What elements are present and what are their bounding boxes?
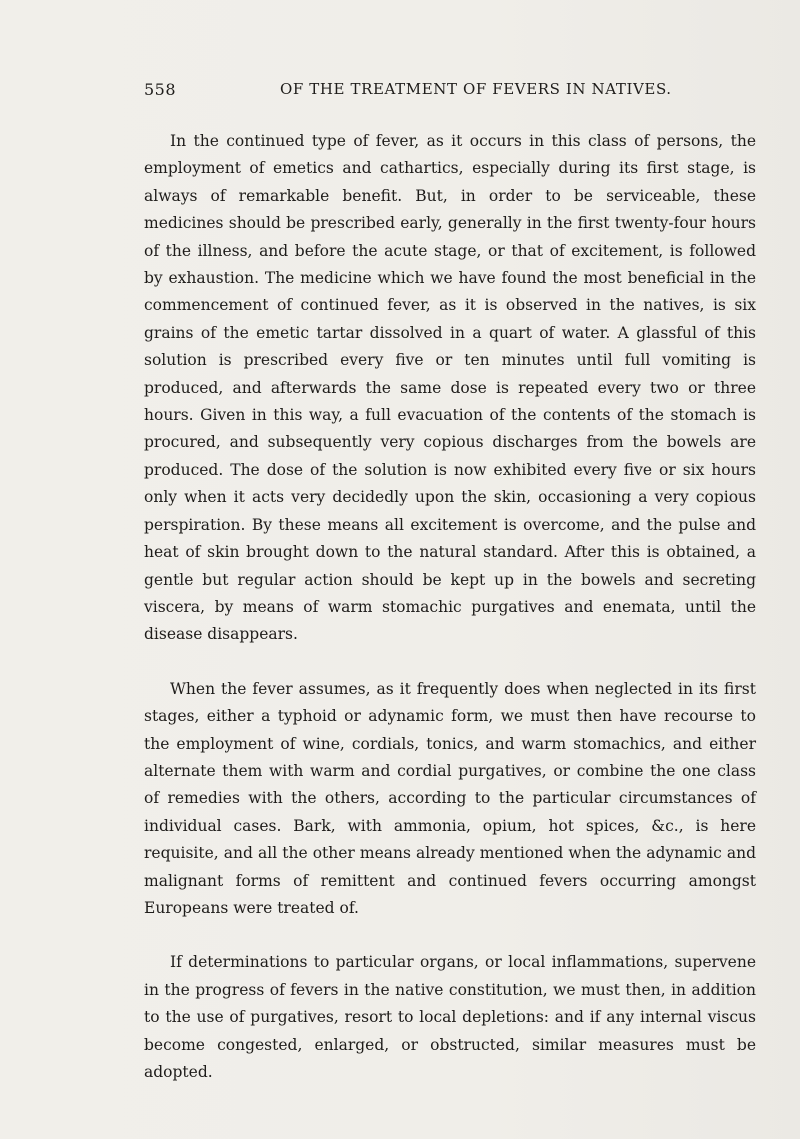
body-text [144,128,756,1086]
page-number: 558 [144,80,177,99]
page-header [144,80,756,110]
running-title: OF THE TREATMENT OF FEVERS IN NATIVES. [280,80,672,98]
paragraph-typhoid-form: When the fever assumes, as it frequently does when neglected in its first stages, either a typhoid or adynamic form, we must then have recourse to the employment of wine, cordials, tonics, and warm stomachics, and either alternate them with warm and cordial purgatives, or combine the one class of remedies with the others, according to the particular circumstances of individual cases. Bark, with ammonia, opium, hot spices, &c., is here requisite, and all the other means already mentioned when the adynamic and malignant forms of remittent and continued fevers occurring amongst Europeans were treated of. [144,679,756,917]
paragraph-local-inflammations: If determinations to particular organs, or local inflammations, supervene in the progress of fevers in the native constitution, we must then, in addition to the use of purgatives, resort to local depletions: and if any internal viscus become congested, enlarged, or obstructed, similar measures must be adopted. [144,953,756,1081]
paragraph-continued-fever: In the continued type of fever, as it occurs in this class of persons, the employment of emetics and cathartics, especially during its first stage, is always of remarkable benefit. But, in order to be serviceable, these medicines should be prescribed early, generally in the first twenty-four hours of the illness, and before the acute stage, or that of excitement, is followed by exhaustion. The medicine which we have found the most beneficial in the commencement of continued fever, as it is observed in the natives, is six grains of the emetic tartar dissolved in a quart of water. A glassful of this solution is prescribed every five or ten minutes until full vomiting is produced, and afterwards the same dose is repeated every two or three hours. Given in this way, a full evacuation of the contents of the stomach is procured, and subsequently very copious discharges from the bowels are produced. The dose of the solution is now exhibited every five or six hours only when it acts very decidedly upon the skin, occasioning a very copious perspiration. By these means all excitement is overcome, and the pulse and heat of skin brought down to the natural standard. After this is obtained, a gentle but regular action should be kept up in the bowels and secreting viscera, by means of warm stomachic purgatives and enemata, until the disease disappears. [144,132,756,644]
